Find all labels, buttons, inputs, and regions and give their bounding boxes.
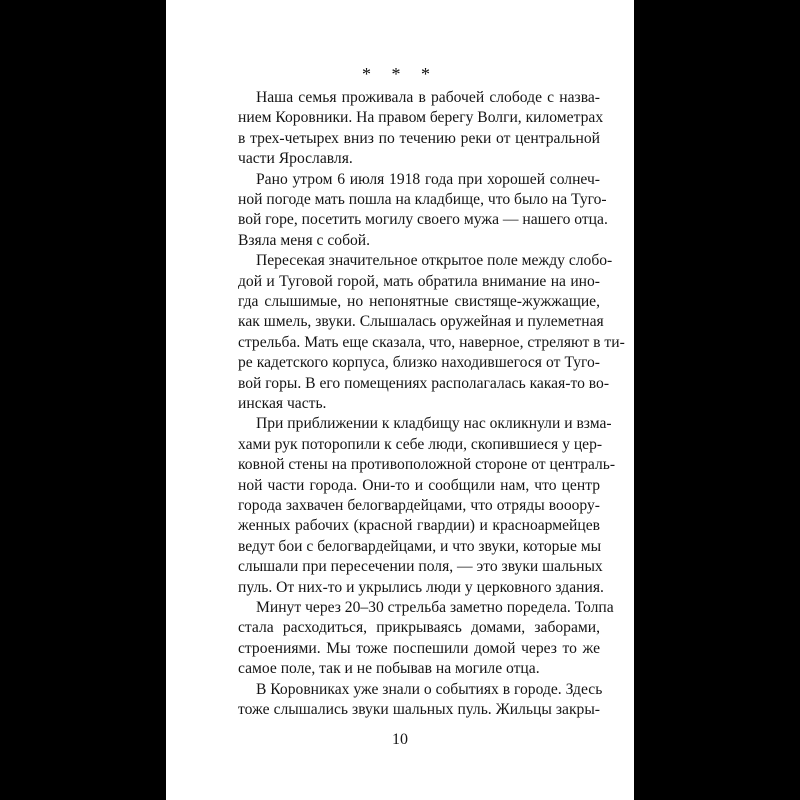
- text-line: стрельба. Мать еще сказала, что, наверное, стреляют в ти-: [238, 333, 625, 351]
- text-line: строениями. Мы тоже поспешили домой через то же: [238, 639, 600, 657]
- text-line: гда слышимые, но непонятные свистяще-жужжащие,: [238, 293, 600, 310]
- text-line: Пересекая значительное открытое поле между слобо-: [256, 252, 613, 270]
- text-line: ре кадетского корпуса, близко находившегося от Туго-: [238, 354, 600, 372]
- text-line: слышали при пересечении поля, — это звуки шальных: [238, 558, 603, 576]
- text-line: Минут через 20–30 стрельба заметно поредела. Толпа: [256, 599, 614, 616]
- text-line: стала расходиться, прикрываясь домами, заборами,: [238, 619, 600, 637]
- book-page: [166, 0, 634, 800]
- text-line: В Коровниках уже знали о событиях в городе. Здесь: [256, 680, 603, 698]
- text-line: города захвачен белогвардейцами, что отряды вооору-: [238, 497, 600, 514]
- page-number: 10: [392, 731, 408, 748]
- text-line: пуль. От них-то и укрылись люди у церковного здания.: [238, 578, 604, 596]
- text-line: самое поле, так и не побывав на могиле отца.: [238, 660, 540, 678]
- text-line: ведут бои с белогвардейцами, и что звуки, которые мы: [238, 537, 602, 555]
- text-line: дой и Туговой горой, мать обратила внимание на ино-: [238, 272, 600, 290]
- section-separator: * * *: [362, 64, 438, 84]
- text-line: нием Коровники. На правом берегу Волги, километрах: [238, 109, 604, 127]
- text-line: хами рук поторопили к себе люди, скопившиеся у цер-: [238, 435, 603, 453]
- text-line: При приближении к кладбищу нас окликнули и взма-: [256, 415, 612, 433]
- text-line: как шмель, звуки. Слышалась оружейная и пулеметная: [238, 313, 604, 331]
- text-line: тоже слышались звуки шальных пуль. Жильцы закры-: [238, 701, 600, 718]
- text-line: Наша семья проживала в рабочей слободе с назва-: [256, 89, 600, 106]
- text-line: вой горе, посетить могилу своего мужа — нашего отца.: [238, 211, 608, 229]
- text-line: женных рабочих (красной гвардии) и красноармейцев: [238, 517, 600, 535]
- text-line: Рано утром 6 июля 1918 года при хорошей солнеч-: [256, 170, 600, 188]
- text-line: ной части города. Они-то и сообщили нам, что центр: [238, 476, 600, 494]
- text-line: вой горы. В его помещениях располагалась какая-то во-: [238, 374, 610, 392]
- text-line: части Ярославля.: [238, 150, 353, 168]
- text-line: ковной стены на противоположной стороне от централь-: [238, 456, 616, 474]
- text-line: Взяла меня с собой.: [238, 231, 371, 249]
- text-line: инская часть.: [238, 395, 327, 412]
- text-line: ной погоде мать пошла на кладбище, что было на Туго-: [238, 191, 607, 208]
- text-line: в трех-четырех вниз по течению реки от центральной: [238, 129, 600, 147]
